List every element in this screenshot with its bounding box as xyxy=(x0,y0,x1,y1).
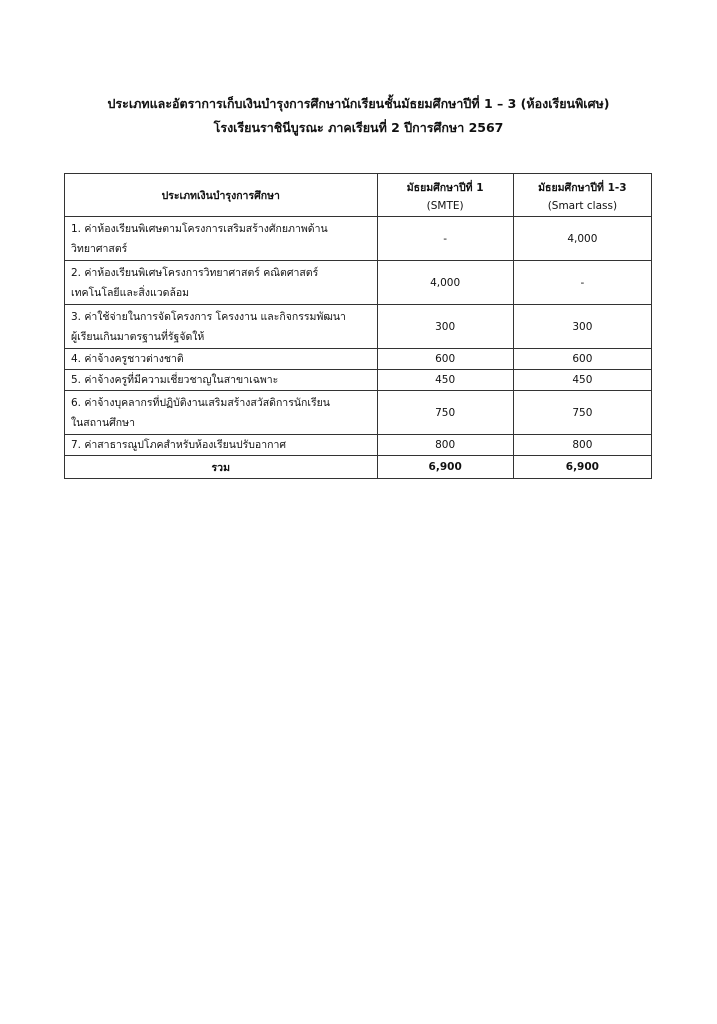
row-item-line: 3. ค่าใช้จ่ายในการจัดโครงการ โครงงาน และกิจกรรมพัฒนา xyxy=(71,310,346,323)
row-item xyxy=(65,261,378,305)
table-row xyxy=(65,370,652,391)
header-item xyxy=(65,174,378,217)
table-header-row xyxy=(65,174,652,217)
row-item-line: 6. ค่าจ้างบุคลากรที่ปฏิบัติงานเสริมสร้างสวัสดิการนักเรียน xyxy=(71,396,330,409)
row-value-b: 750 xyxy=(513,391,651,435)
row-item xyxy=(65,349,378,370)
row-value-a: 800 xyxy=(377,435,513,456)
row-item-line: 7. ค่าสาธารณูปโภคสำหรับห้องเรียนปรับอากาศ xyxy=(71,439,287,451)
row-value-a: 750 xyxy=(377,391,513,435)
table-row xyxy=(65,305,652,349)
total-value-a: 6,900 xyxy=(377,456,513,479)
row-item xyxy=(65,435,378,456)
document-title xyxy=(40,92,677,140)
title-line-1: ประเภทและอัตราการเก็บเงินบำรุงการศึกษานักเรียนชั้นมัธยมศึกษาปีที่ 1 – 3 (ห้องเรียนพิเศษ) xyxy=(107,96,610,111)
row-value-b: 600 xyxy=(513,349,651,370)
row-item-line: ผู้เรียนเกินมาตรฐานที่รัฐจัดให้ xyxy=(71,330,205,343)
header-col-b-sub: (Smart class) xyxy=(547,199,618,212)
header-col-a-label: มัธยมศึกษาปีที่ 1 xyxy=(406,181,484,194)
row-value-a: - xyxy=(377,217,513,261)
row-item-line: เทคโนโลยีและสิ่งแวดล้อม xyxy=(71,286,190,299)
title-line-2: โรงเรียนราชินีบูรณะ ภาคเรียนที่ 2 ปีการศึกษา 2567 xyxy=(213,120,504,135)
total-label: รวม xyxy=(65,456,378,479)
total-value-b: 6,900 xyxy=(513,456,651,479)
row-value-a: 450 xyxy=(377,370,513,391)
row-item xyxy=(65,217,378,261)
header-col-a xyxy=(377,174,513,217)
row-item-line: ในสถานศึกษา xyxy=(71,416,135,429)
header-col-b-label: มัธยมศึกษาปีที่ 1-3 xyxy=(538,181,627,194)
row-value-a: 600 xyxy=(377,349,513,370)
header-col-a-sub: (SMTE) xyxy=(426,199,464,212)
table-row xyxy=(65,261,652,305)
row-value-b: 800 xyxy=(513,435,651,456)
row-value-b: 450 xyxy=(513,370,651,391)
table-row xyxy=(65,349,652,370)
row-item xyxy=(65,370,378,391)
table-row xyxy=(65,217,652,261)
row-item-line: 4. ค่าจ้างครูชาวต่างชาติ xyxy=(71,353,184,365)
row-item xyxy=(65,391,378,435)
table-total-row xyxy=(65,456,652,479)
row-value-a: 4,000 xyxy=(377,261,513,305)
table-row xyxy=(65,391,652,435)
row-value-b: 300 xyxy=(513,305,651,349)
table-row xyxy=(65,435,652,456)
header-item-label: ประเภทเงินบำรุงการศึกษา xyxy=(161,189,280,202)
row-value-b: - xyxy=(513,261,651,305)
fee-table xyxy=(64,173,652,479)
row-item-line: 5. ค่าจ้างครูที่มีความเชี่ยวชาญในสาขาเฉพาะ xyxy=(71,374,279,386)
row-value-b: 4,000 xyxy=(513,217,651,261)
row-item-line: 2. ค่าห้องเรียนพิเศษโครงการวิทยาศาสตร์ คณิตศาสตร์ xyxy=(71,266,319,279)
row-item-line: วิทยาศาสตร์ xyxy=(71,242,128,255)
row-item xyxy=(65,305,378,349)
row-item-line: 1. ค่าห้องเรียนพิเศษตามโครงการเสริมสร้างศักยภาพด้าน xyxy=(71,222,328,235)
row-value-a: 300 xyxy=(377,305,513,349)
header-col-b xyxy=(513,174,651,217)
